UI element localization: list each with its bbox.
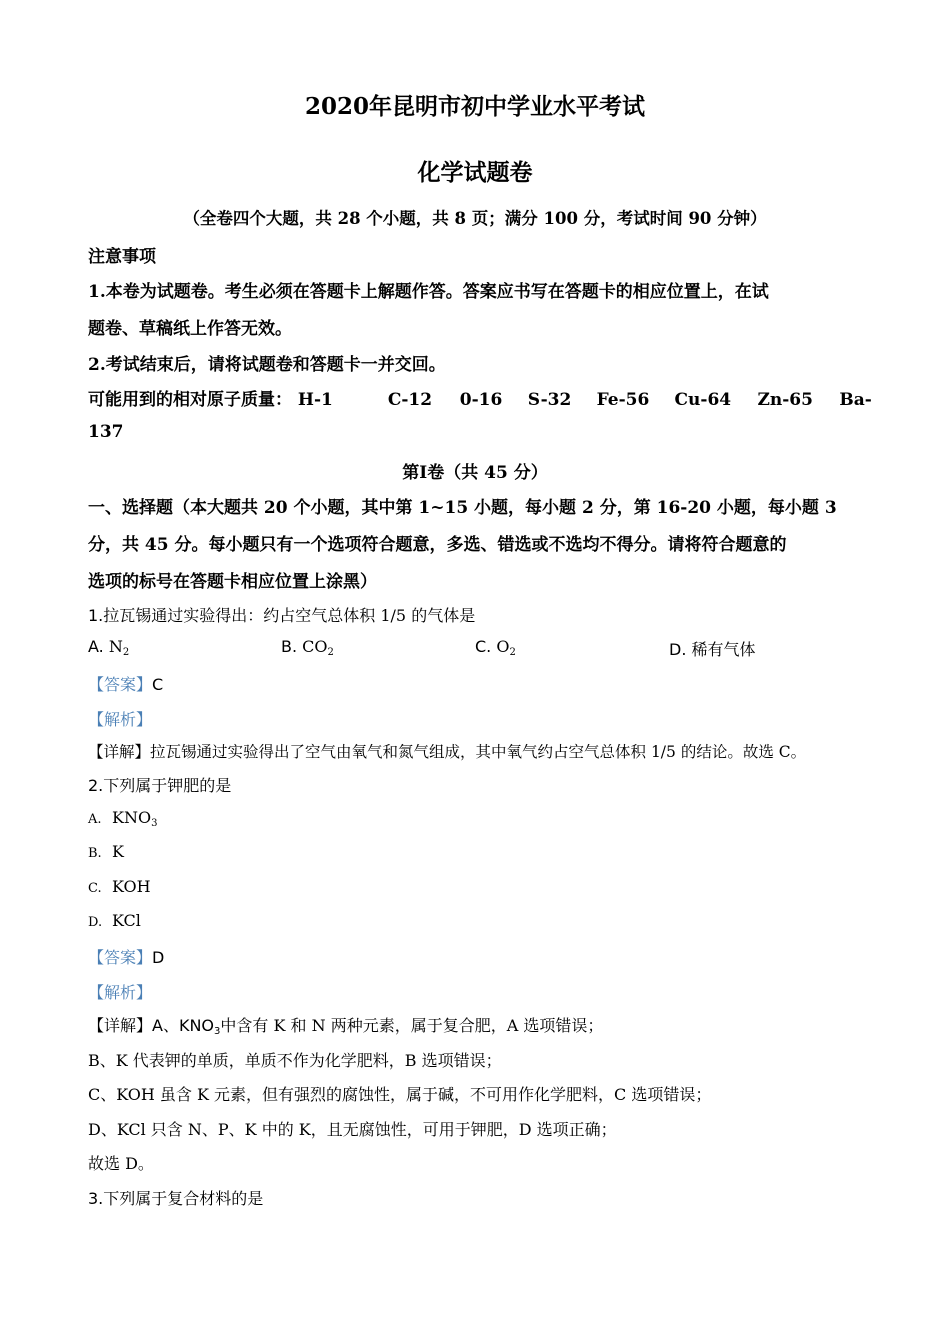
q2-option-b (88, 842, 124, 861)
question-number: 2. (88, 776, 104, 795)
option-letter: A. (88, 812, 102, 827)
question-number: 1. (88, 606, 104, 625)
atomic-mass-ba-cont: 137 (88, 422, 124, 442)
exam-title: 2020年昆明市初中学业水平考试 (304, 93, 645, 120)
exam-subtitle: 化学试题卷 (417, 159, 533, 186)
q1-option-a (88, 637, 129, 658)
q1-analysis-tag: 【解析】 (88, 710, 153, 729)
question-stem: 下列属于复合材料的是 (103, 1189, 264, 1208)
atomic-masses (88, 385, 872, 410)
question-1 (88, 603, 475, 626)
option-letter: C. (88, 881, 102, 896)
notice-item-1b: 题卷、草稿纸上作答无效。 (88, 319, 292, 339)
q1-option-c (475, 637, 516, 658)
option-letter: A. (88, 637, 104, 656)
q2-detail-a (88, 1013, 603, 1037)
notice-heading: 注意事项 (88, 247, 156, 267)
q2-option-a (88, 808, 157, 829)
answer-tag: 【答案】 (88, 675, 153, 694)
option-text: N (108, 637, 123, 656)
option-letter: B. (281, 637, 298, 656)
notice-item-1a: 1.本卷为试题卷。考生必须在答题卡上解题作答。答案应书写在答题卡的相应位置上，在试 (88, 282, 769, 302)
exam-info: （全卷四个大题，共 28 个小题，共 8 页；满分 100 分，考试时间 90 分钟） (183, 209, 767, 228)
question-3 (88, 1186, 263, 1209)
option-text: KCl (112, 911, 141, 930)
notice-item-2: 2.考试结束后，请将试题卷和答题卡一并交回。 (88, 355, 446, 375)
option-text: 稀有气体 (691, 640, 756, 659)
part-title: 第Ⅰ卷（共 45 分） (402, 463, 548, 483)
answer-tag: 【答案】 (88, 948, 153, 967)
q2-option-c (88, 877, 151, 896)
option-text: O (496, 637, 510, 656)
q1-answer (88, 672, 163, 695)
option-letter: D. (669, 640, 687, 659)
answer-value: D (152, 948, 165, 967)
option-letter: C. (475, 637, 492, 656)
detail-subscript: 3 (214, 1026, 221, 1037)
atomic-mass-o: 0-16 (459, 390, 503, 410)
question-stem: 拉瓦锡通过实验得出：约占空气总体积 1/5 的气体是 (103, 606, 476, 625)
atomic-mass-fe: Fe-56 (596, 390, 650, 410)
q2-detail-c: C、KOH 虽含 K 元素，但有强烈的腐蚀性，属于碱，不可用作化学肥料，C 选项错误； (88, 1085, 712, 1104)
q2-answer (88, 945, 164, 968)
option-subscript: 2 (327, 647, 334, 658)
q2-analysis-tag: 【解析】 (88, 983, 153, 1002)
detail-tag: 【详解】 (88, 743, 151, 761)
question-number: 3. (88, 1189, 104, 1208)
q1-detail (88, 740, 806, 762)
q1-option-b (281, 637, 334, 658)
q1-option-d (669, 637, 756, 660)
detail-text: 中含有 K 和 N 两种元素，属于复合肥，A 选项错误； (220, 1016, 604, 1035)
atomic-mass-zn: Zn-65 (757, 390, 813, 410)
q2-detail-b: B、K 代表钾的单质，单质不作为化学肥料，B 选项错误； (88, 1051, 502, 1070)
q2-detail-d: D、KCl 只含 N、P、K 中的 K，且无腐蚀性，可用于钾肥，D 选项正确； (88, 1120, 617, 1139)
section-instructions-3: 选项的标号在答题卡相应位置上涂黑） (88, 572, 377, 592)
option-text: CO (302, 637, 328, 656)
atomic-mass-cu: Cu-64 (674, 390, 732, 410)
q2-conclusion: 故选 D。 (88, 1154, 154, 1173)
option-subscript: 2 (122, 647, 130, 658)
option-text: KOH (112, 877, 151, 896)
option-subscript: 2 (509, 647, 516, 658)
atomic-mass-c: C-12 (387, 390, 433, 410)
detail-text: 拉瓦锡通过实验得出了空气由氧气和氮气组成，其中氧气约占空气总体积 1/5 的结论。故选 C。 (150, 743, 807, 761)
section-instructions-1: 一、选择题（本大题共 20 个小题，其中第 1~15 小题，每小题 2 分，第 16-20 小题，每小题 3 (88, 498, 837, 518)
section-instructions-2: 分，共 45 分。每小题只有一个选项符合题意，多选、错选或不选均不得分。请将符合题意的 (88, 535, 787, 555)
option-text: KNO (112, 808, 152, 827)
option-letter: D. (88, 915, 103, 930)
detail-tag: 【详解】 (88, 1016, 153, 1035)
atomic-mass-h: H-1 (297, 390, 333, 410)
atomic-mass-ba: Ba- (839, 390, 872, 410)
option-subscript: 3 (151, 818, 158, 829)
q2-option-d (88, 911, 141, 930)
atomic-masses-label: 可能用到的相对原子质量： (88, 390, 292, 410)
detail-text-formula: A、KNO (152, 1016, 215, 1035)
option-text: K (112, 842, 124, 861)
answer-value: C (152, 675, 164, 694)
atomic-mass-s: S-32 (527, 390, 572, 410)
option-letter: B. (88, 846, 102, 861)
question-2 (88, 773, 231, 796)
question-stem: 下列属于钾肥的是 (103, 776, 232, 795)
